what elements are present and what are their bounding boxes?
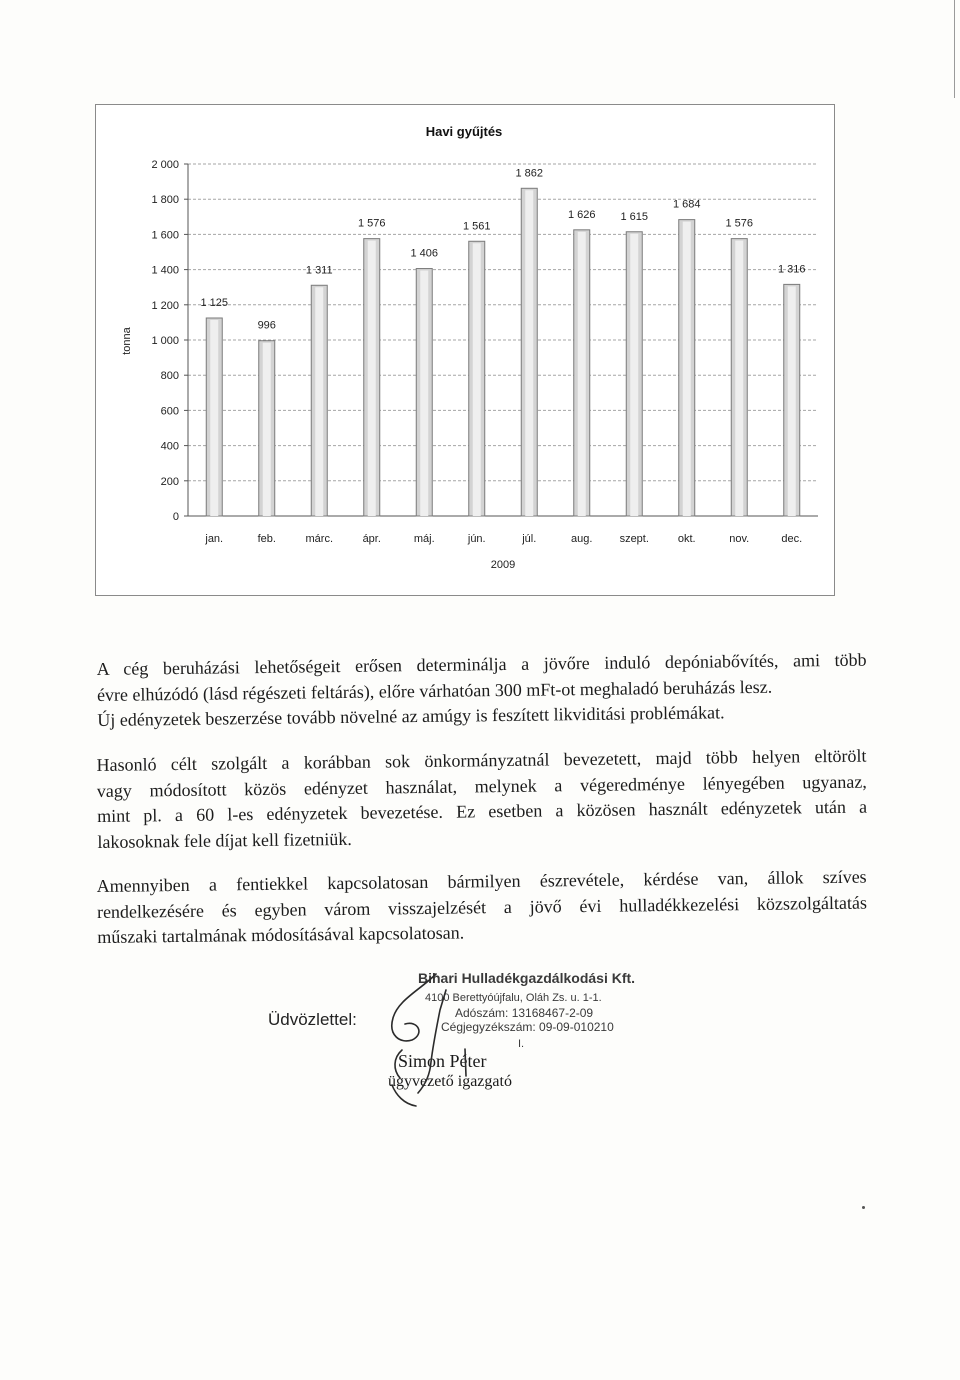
text-line: Amennyiben a fentiekkel kapcsolatosan bármilyen észrevétele, kérdése van, állok szíves xyxy=(96,866,867,897)
stamp-mark: I. xyxy=(518,1038,525,1050)
x-tick-label: nov. xyxy=(729,533,750,545)
bar-highlight xyxy=(578,232,586,516)
text-line: Új edényzetek beszerzése tovább növelné az amúgy is feszített likviditási problémákat. xyxy=(97,702,725,730)
bar-highlight xyxy=(630,234,638,516)
x-tick-label: dec. xyxy=(781,533,803,545)
y-tick-label: 600 xyxy=(160,405,179,418)
bar-highlight xyxy=(315,287,323,516)
x-tick-label: szept. xyxy=(619,533,649,545)
y-tick-label: 2 000 xyxy=(151,159,179,171)
text-line: műszaki tartalmának módosításával kapcsolatosan. xyxy=(97,922,465,947)
data-label: 1 125 xyxy=(200,297,229,309)
bar-highlight xyxy=(525,190,533,516)
stamp-company: Bihari Hulladékgazdálkodási Kft. xyxy=(418,970,636,986)
y-tick-label: 400 xyxy=(160,440,179,453)
bar-highlight xyxy=(683,222,691,516)
text-line: évre elhúzódó (lásd régészeti feltárás), előre várhatóan 300 mFt-ot meghaladó beruházás lesz. xyxy=(96,676,773,705)
y-tick-label: 1 600 xyxy=(151,229,179,242)
stamp-tax-number: Adószám: 13168467-2-09 xyxy=(455,1006,594,1020)
text-line: rendelkezésére és egyben várom visszajelzését a jövő évi hulladékkezelési közszolgáltatás xyxy=(96,892,868,922)
data-label: 1 576 xyxy=(357,217,386,230)
y-tick-label: 1 800 xyxy=(151,194,179,207)
text-line: lakosoknak fele díjat kell fizetniük. xyxy=(97,828,352,852)
data-label: 1 561 xyxy=(462,220,491,233)
text-line: A cég beruházási lehetőségeit erősen determinálja a jövőre induló depóniabővítés, ami több xyxy=(96,649,867,680)
x-tick-label: jún. xyxy=(467,533,486,545)
y-tick-label: 1 400 xyxy=(151,264,179,277)
y-tick-label: 1 200 xyxy=(151,299,179,312)
bar-highlight xyxy=(263,343,271,516)
data-label: 1 684 xyxy=(672,198,701,211)
scan-artifact-dot xyxy=(862,1206,865,1209)
x-tick-label: jan. xyxy=(205,533,224,545)
monthly-collection-chart xyxy=(95,104,835,596)
bar-highlight xyxy=(473,243,481,516)
paragraph-feedback-request xyxy=(97,865,868,951)
bar-highlight xyxy=(210,320,218,516)
x-tick-label: máj. xyxy=(413,533,435,545)
x-tick-label: júl. xyxy=(522,533,537,545)
scan-artifact-line xyxy=(954,0,955,98)
stamp-address: 4100 Berettyóújfalu, Oláh Zs. u. 1-1. xyxy=(425,992,602,1004)
x-tick-label: márc. xyxy=(305,533,333,545)
data-label: 1 862 xyxy=(515,167,544,180)
text-line: mint pl. a 60 l-es edényzetek bevezetése. Ez esetben a közösen használt edényzetek után a xyxy=(97,796,868,826)
closing-greeting: Üdvözlettel: xyxy=(268,1010,357,1029)
x-tick-label: aug. xyxy=(571,533,593,545)
x-axis-title: 2009 xyxy=(490,559,516,571)
bar-highlight xyxy=(735,241,743,516)
data-label: 1 615 xyxy=(620,210,649,223)
data-label: 1 406 xyxy=(410,247,439,260)
paragraph-investment xyxy=(97,648,868,734)
y-tick-label: 800 xyxy=(160,370,179,383)
handwritten-signature xyxy=(370,955,530,1115)
y-axis-title: tonna xyxy=(121,327,133,355)
chart-title: Havi gyűjtés xyxy=(425,124,503,139)
data-label: 1 316 xyxy=(777,263,806,276)
data-label: 1 576 xyxy=(725,217,754,230)
bar-highlight xyxy=(420,271,428,516)
bar-highlight xyxy=(788,286,796,516)
text-line: vagy módosított közös edényzet használat, melynek a végeredménye lényegében ugyanaz, xyxy=(96,771,867,801)
data-label: 1 626 xyxy=(567,208,596,221)
signatory-title: ügyvezető igazgató xyxy=(388,1073,512,1090)
paragraph-shared-containers xyxy=(96,744,867,855)
y-tick-label: 1 000 xyxy=(151,335,179,347)
chart-canvas xyxy=(96,105,834,595)
stamp-registry-number: Cégjegyzékszám: 09-09-010210 xyxy=(441,1020,614,1034)
data-label: 1 311 xyxy=(305,264,333,277)
y-tick-label: 0 xyxy=(172,511,179,523)
text-line: Hasonló célt szolgált a korábban sok önkormányzatnál bevezetett, majd több helyen eltörölt xyxy=(96,745,867,776)
signatory-name: Simon Péter xyxy=(398,1051,487,1071)
x-tick-label: ápr. xyxy=(362,533,381,545)
bar-highlight xyxy=(368,241,376,516)
x-tick-label: feb. xyxy=(257,533,276,545)
x-tick-label: okt. xyxy=(677,533,696,545)
data-label: 996 xyxy=(257,319,276,332)
y-tick-label: 200 xyxy=(160,475,179,488)
